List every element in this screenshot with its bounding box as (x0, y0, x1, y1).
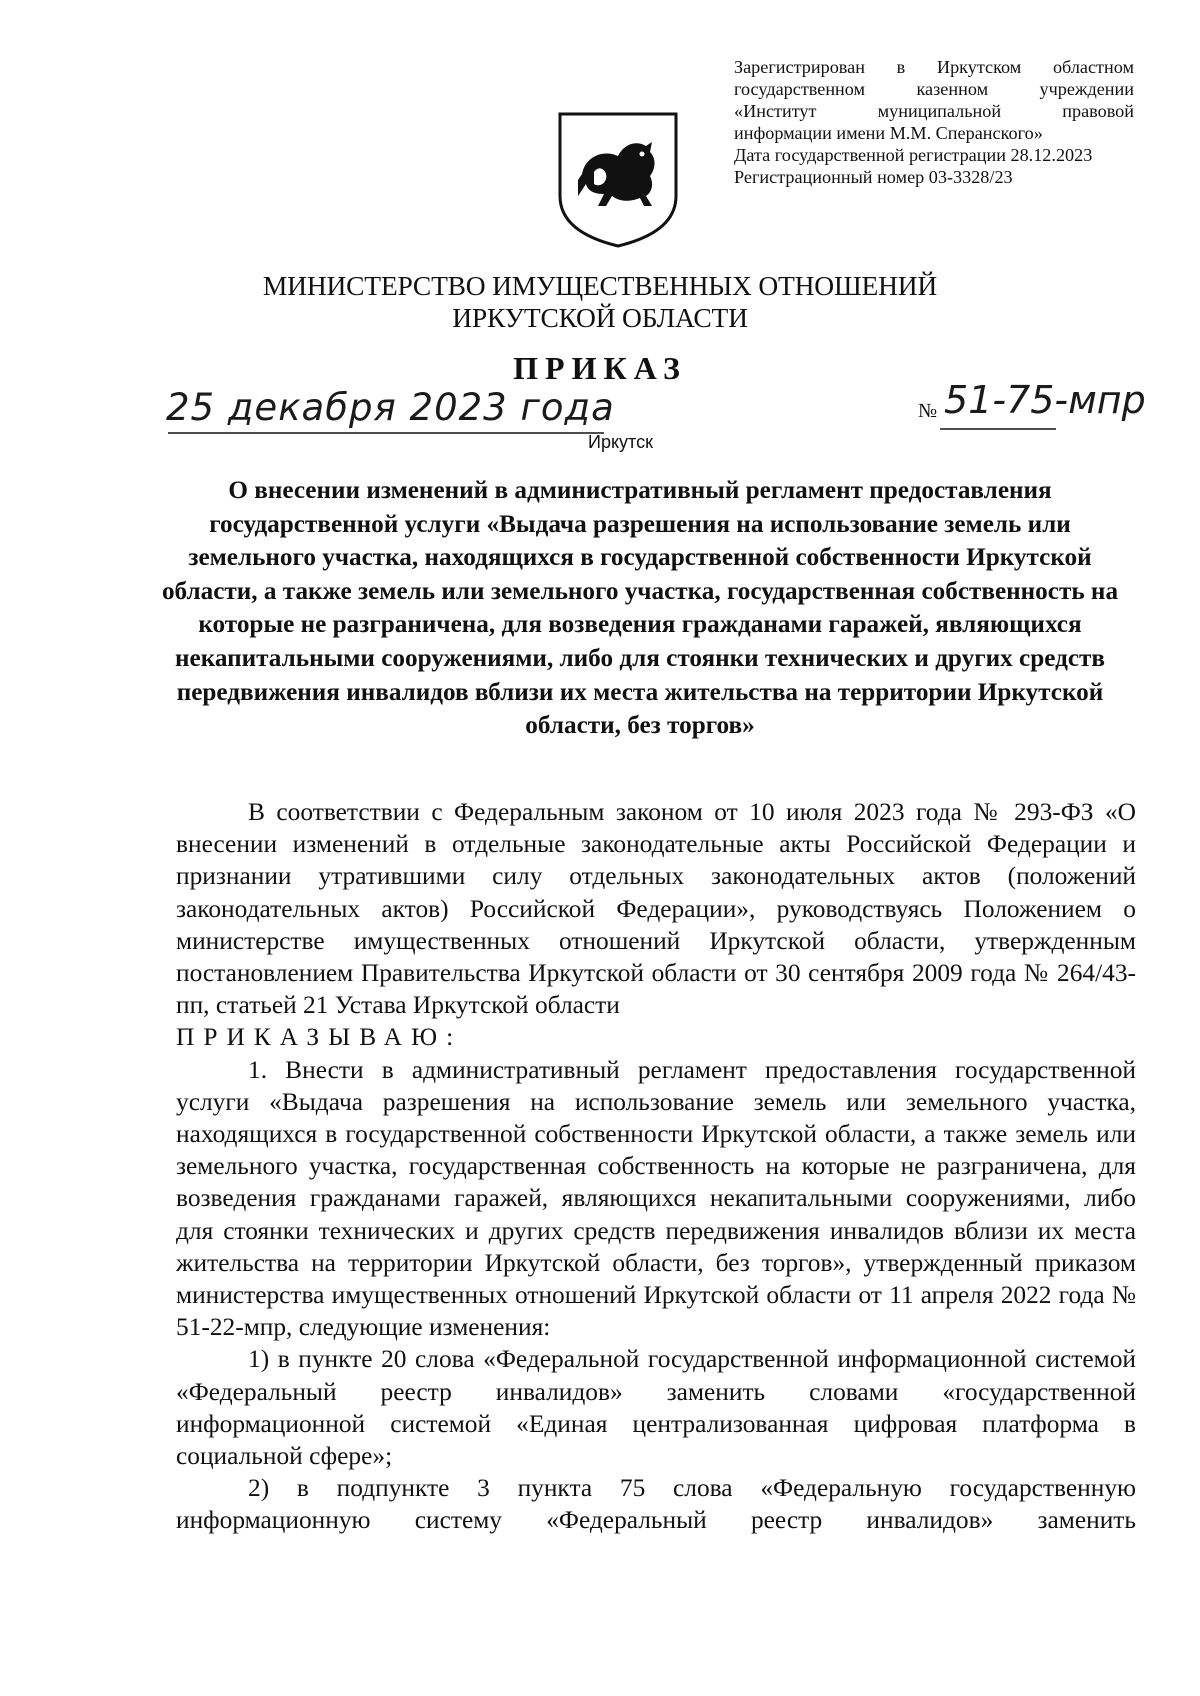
order-title: ПРИКАЗ (513, 350, 687, 386)
handwritten-order-number: 51-75-мпр (944, 378, 1146, 422)
item-1-paragraph: 1. Внести в административный регламент предоставления государственной услуги «Выдача разрешения на использование земель или земельного участка, находящихся в государственной собственности Иркутской области, а также земель или земельного участка, государственная собственность на которые не разграничена, для возведения гражданами гаражей, являющихся некапитальными сооружениями, либо для стоянки технических и других средств передвижения инвалидов вблизи их места жительства на территории Иркутской области, без торгов», утвержденный приказом министерства имущественных отношений Иркутской области от 11 апреля 2022 года № 51-22-мпр, следующие изменения: (176, 1055, 1136, 1342)
registration-line: информации имени М.М. Сперанского» (734, 123, 1043, 143)
preamble-paragraph: В соответствии с Федеральным законом от 10 июля 2023 года № 293-ФЗ «О внесении изменений в отдельные законодательные акты Российской Федерации и признании утратившими силу отдельных законодательных актов (положений законодательных актов) Российской Федерации», руководствуясь Положением о министерстве имущественных отношений Иркутской области, утвержденным постановлением Правительства Иркутской области от 30 сентября 2009 года № 264/43-пп, статьей 21 Устава Иркутской области (176, 798, 1136, 1020)
city-name: Иркутск (588, 432, 653, 452)
registration-line: Дата государственной регистрации 28.12.2023 (734, 145, 1093, 165)
registration-line: Регистрационный номер 03-3328/23 (734, 167, 1013, 187)
registration-line: Зарегистрирован в Иркутском областном (734, 57, 1134, 77)
date-underline (168, 430, 608, 436)
registration-line: государственном казенном учреждении (734, 79, 1134, 99)
ministry-name-line1: МИНИСТЕРСТВО ИМУЩЕСТВЕННЫХ ОТНОШЕНИЙ (262, 270, 938, 301)
registration-stamp (734, 56, 1134, 188)
subitem-2-paragraph: 2) в подпункте 3 пункта 75 слова «Федеральную государственную информационную систему «Федеральный реестр инвалидов» заменить (176, 1474, 1136, 1535)
order-body (176, 796, 1136, 1537)
number-prefix: № (918, 400, 938, 422)
number-underline (940, 426, 1060, 432)
subitem-1-paragraph: 1) в пункте 20 слова «Федеральной государственной информационной системой «Федеральный реестр инвалидов» заменить словами «государственной информационной системой «Единая централизованная цифровая платформа в социальной сфере»; (176, 1345, 1136, 1471)
order-command: ПРИКАЗЫВАЮ: (176, 1023, 463, 1052)
ministry-name-line2: ИРКУТСКОЙ ОБЛАСТИ (452, 302, 748, 333)
registration-line: «Институт муниципальной правовой (734, 101, 1134, 121)
irkutsk-coat-of-arms-icon (556, 110, 680, 250)
handwritten-date: 25 декабря 2023 года (166, 386, 615, 429)
order-heading: О внесении изменений в административный регламент предоставления государственной услуги «Выдача разрешения на использование земель или земельного участка, находящихся в государственной собственности Иркутской области, а также земель или земельного участка, государственная собственность на которые не разграничена, для возведения гражданами гаражей, являющихся некапитальными сооружениями, либо для стоянки технических и других средств передвижения инвалидов вблизи их места жительства на территории Иркутской области, без торгов» (161, 477, 1119, 740)
